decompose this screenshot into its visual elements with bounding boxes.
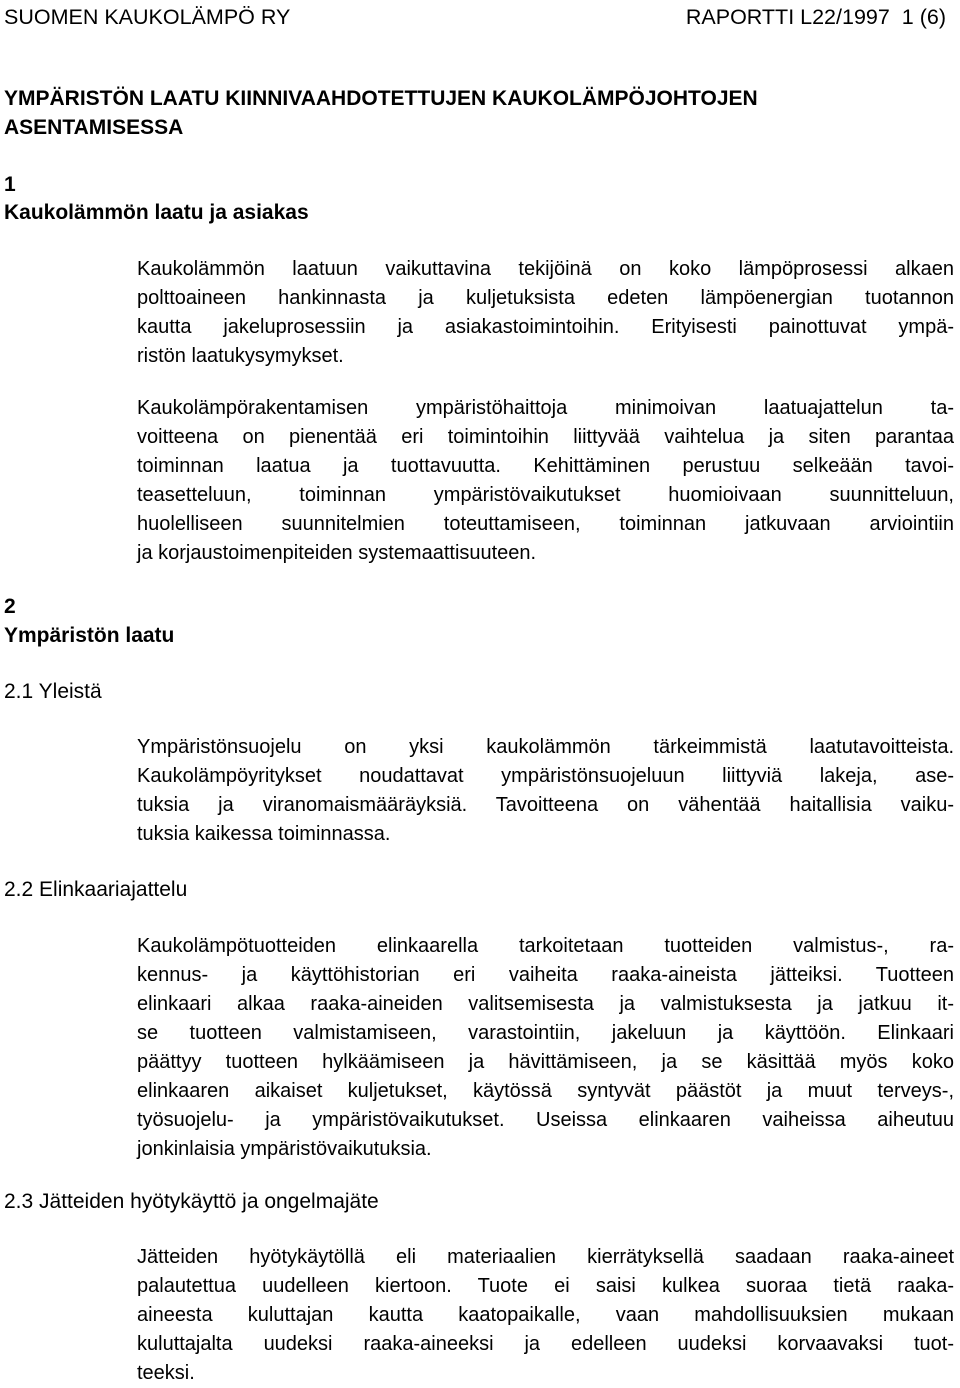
text-line: ristön laatukysymykset. [137, 345, 344, 367]
text-line: tuksia ja viranomaismääräyksiä. Tavoitteena on vähentää haitallisia vaiku- [137, 794, 954, 816]
text-line: huolelliseen suunnitelmien toteuttamiseen, toiminnan jatkuvaan arviointiin [137, 513, 954, 535]
text-line: teasetteluun, toiminnan ympäristövaikutukset huomioivaan suunnitteluun, [137, 484, 954, 506]
text-line: aineesta kuluttajan kautta kaatopaikalle, vaan mahdollisuuksien mukaan [137, 1304, 954, 1326]
text-line: kuluttajalta uudeksi raaka-aineeksi ja edelleen uudeksi korvaavaksi tuot- [137, 1333, 954, 1355]
text-line: Kaukolämpötuotteiden elinkaarella tarkoitetaan tuotteiden valmistus-, ra- [137, 935, 954, 957]
text-line: voitteena on pienentää eri toimintoihin liittyvää vaihtelua ja siten parantaa [137, 426, 954, 448]
document-title-line-2: ASENTAMISESSA [4, 116, 184, 139]
header-report-info [686, 2, 946, 32]
subsection-2-2-paragraph [137, 932, 954, 1164]
text-line: Jätteiden hyötykäytöllä eli materiaalien kierrätyksellä saadaan raaka-aineet [137, 1246, 954, 1268]
text-line: työsuojelu- ja ympäristövaikutukset. Useissa elinkaaren vaiheissa aiheutuu [137, 1109, 954, 1131]
text-line: päättyy tuotteen hylkäämiseen ja hävittämiseen, ja se käsittää myös koko [137, 1051, 954, 1073]
text-line: kennus- ja käyttöhistorian eri vaiheita raaka-aineista jätteiksi. Tuotteen [137, 964, 954, 986]
document-title-line-1: YMPÄRISTÖN LAATU KIINNIVAAHDOTETTUJEN KAUKOLÄMPÖJOHTOJEN [4, 87, 758, 110]
text-line: kautta jakeluprosessiin ja asiakastoimintoihin. Erityisesti painottuvat ympä- [137, 316, 954, 338]
text-line: palautettua uudelleen kiertoon. Tuote ei saisi kulkea suoraa tietä raaka- [137, 1275, 954, 1297]
subsection-2-1-heading: 2.1 Yleistä [4, 680, 102, 703]
header-organization: SUOMEN KAUKOLÄMPÖ RY [4, 5, 291, 29]
subsection-2-3-heading: 2.3 Jätteiden hyötykäyttö ja ongelmajäte [4, 1190, 379, 1213]
text-line: Kaukolämpörakentamisen ympäristöhaittoja minimoivan laatuajattelun ta- [137, 397, 954, 419]
text-line: ja korjaustoimenpiteiden systemaattisuuteen. [137, 542, 537, 564]
text-line: se tuotteen valmistamiseen, varastointiin, jakeluun ja käyttöön. Elinkaari [137, 1022, 954, 1044]
text-line: Kaukolämmön laatuun vaikuttavina tekijöinä on koko lämpöprosessi alkaen [137, 258, 954, 280]
text-line: elinkaari alkaa raaka-aineiden valitsemisesta ja valmistuksesta ja jatkuu it- [137, 993, 954, 1015]
text-line: tuksia kaikessa toiminnassa. [137, 823, 391, 845]
section-1-number: 1 [4, 173, 16, 196]
header-report-number: RAPORTTI L22/1997 [685, 5, 890, 29]
text-line: polttoaineen hankinnasta ja kuljetuksista edeten lämpöenergian tuotannon [137, 287, 954, 309]
text-line: teeksi. [137, 1362, 195, 1384]
subsection-2-2-heading: 2.2 Elinkaariajattelu [4, 878, 188, 901]
text-line: elinkaaren aikaiset kuljetukset, käytössä syntyvät päästöt ja muut terveys-, [137, 1080, 954, 1102]
subsection-2-3-paragraph [137, 1243, 954, 1388]
text-line: Ympäristönsuojelu on yksi kaukolämmön tärkeimmistä laatutavoitteista. [137, 736, 954, 758]
section-2-heading: Ympäristön laatu [4, 624, 175, 647]
text-line: Kaukolämpöyritykset noudattavat ympäristönsuojeluun liittyviä lakeja, ase- [137, 765, 954, 787]
section-1-paragraph-2 [137, 394, 954, 568]
text-line: toiminnan laatua ja tuottavuutta. Kehittäminen perustuu selkeään tavoi- [137, 455, 954, 477]
section-1-paragraph-1 [137, 255, 954, 371]
header-page-number: 1 (6) [901, 5, 946, 29]
section-1-heading: Kaukolämmön laatu ja asiakas [4, 201, 309, 224]
section-2-number: 2 [4, 595, 16, 618]
text-line: jonkinlaisia ympäristövaikutuksia. [137, 1138, 432, 1160]
subsection-2-1-paragraph [137, 733, 954, 849]
